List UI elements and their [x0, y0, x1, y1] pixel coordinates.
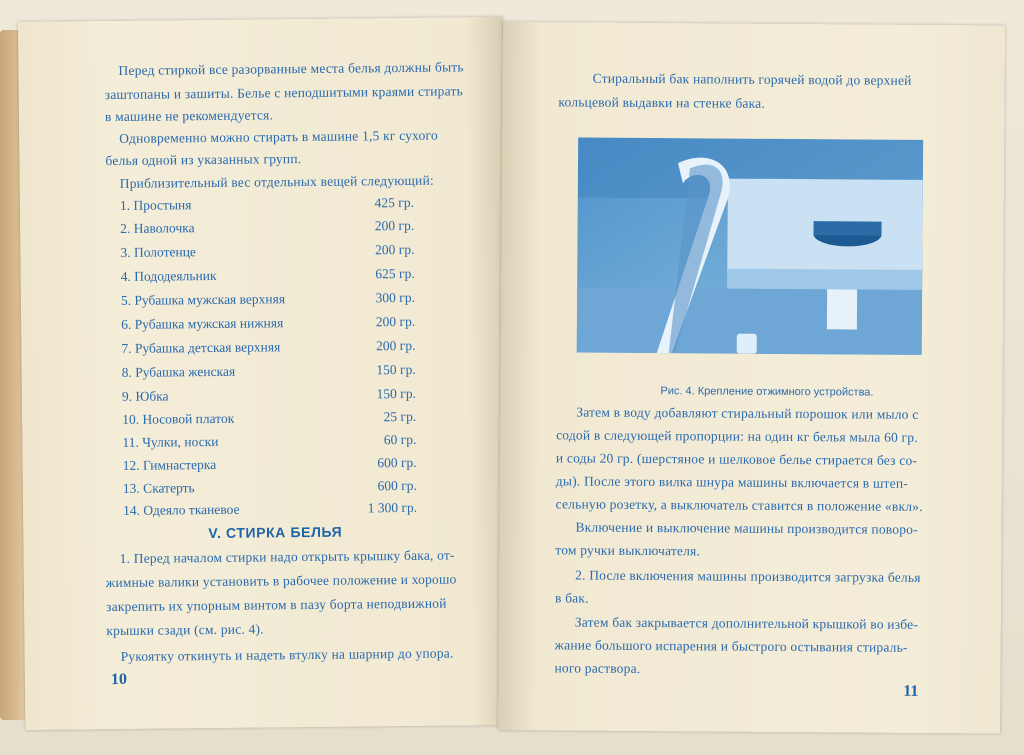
body-line: Затем бак закрывается дополнительной крышкой во избе- [574, 614, 919, 632]
list-item-weight: 1 300 гр. [367, 499, 418, 516]
section-line: крышки сзади (см. рис. 4). [106, 621, 264, 639]
body-line: ды). После этого вилка шнура машины включается в штеп- [555, 473, 909, 491]
list-item-name: 6. Рубашка мужская нижняя [121, 315, 284, 332]
body-line: том ручки выключателя. [555, 542, 701, 559]
wringer-photo-icon [577, 138, 923, 355]
list-item-name: 4. Пододеяльник [120, 267, 217, 284]
body-line: Включение и выключение машины производится поворо- [575, 519, 918, 537]
list-item-name: 14. Одеяло тканевое [123, 501, 240, 518]
section-line: 1. Перед началом стирки надо открыть крышку бака, от- [119, 547, 455, 566]
body-line: в бак. [554, 590, 589, 606]
intro-line: Одновременно можно стирать в машине 1,5 кг сухого [119, 127, 438, 146]
page-number: 10 [110, 670, 127, 689]
top-line: кольцевой выдавки на стенке бака. [558, 94, 765, 111]
body-line: жание большого испарения и быстрого остывания стираль- [554, 637, 908, 655]
list-item-weight: 200 гр. [374, 217, 415, 234]
section-line: жимные валики установить в рабочее положение и хорошо [105, 571, 457, 591]
right-page [498, 22, 1005, 733]
list-item-name: 8. Рубашка женская [121, 363, 236, 380]
section-heading: V. СТИРКА БЕЛЬЯ [208, 523, 343, 542]
body-line: и соды 20 гр. (шерстяное и шелковое белье стирается без со- [555, 450, 918, 468]
list-item-name: 12. Гимнастерка [122, 456, 217, 473]
list-item-weight: 300 гр. [375, 289, 415, 306]
list-item-weight: 150 гр. [376, 361, 416, 378]
list-item-name: 3. Полотенце [120, 244, 196, 260]
body-line: сельную розетку, а выключатель ставится в положение «вкл». [555, 496, 923, 514]
list-item-name: 7. Рубашка детская верхняя [121, 339, 281, 356]
intro-line: заштопаны и зашиты. Белье с неподшитыми краями стирать [104, 83, 463, 103]
list-item-weight: 200 гр. [376, 337, 416, 354]
list-item-weight: 600 гр. [377, 477, 417, 494]
figure-photo-wringer-mount [577, 138, 923, 355]
list-item-weight: 150 гр. [376, 385, 416, 402]
body-line: ного раствора. [554, 660, 641, 676]
list-item-weight: 200 гр. [375, 313, 416, 330]
list-item-name: 2. Наволочка [120, 220, 195, 236]
list-item-name: 5. Рубашка мужская верхняя [120, 291, 286, 308]
figure-caption: Рис. 4. Крепление отжимного устройства. [660, 385, 874, 399]
list-item-name: 13. Скатерть [122, 480, 195, 496]
list-item-weight: 200 гр. [375, 241, 415, 258]
left-page [18, 17, 510, 730]
list-item-name: 10. Носовой платок [122, 410, 235, 427]
list-item-weight: 425 гр. [374, 194, 414, 211]
list-item-weight: 625 гр. [375, 265, 415, 282]
section-line: закрепить их упорным винтом в пазу борта неподвижной [106, 595, 447, 615]
body-line: 2. После включения машины производится загрузка белья [575, 567, 921, 585]
page-number: 11 [903, 682, 919, 700]
body-line: содой в следующей пропорции: на один кг белья мыла 60 гр. [556, 427, 918, 445]
list-item-weight: 600 гр. [377, 454, 417, 471]
section-line: Рукоятку откинуть и надеть втулку на шарнир до упора. [120, 645, 454, 664]
intro-line: Приблизительный вес отдельных вещей следующий: [119, 172, 434, 191]
intro-line: белья одной из указанных групп. [105, 151, 302, 169]
body-line: Затем в воду добавляют стиральный порошок или мыло с [576, 404, 919, 422]
top-line: Стиральный бак наполнить горячей водой до верхней [592, 70, 912, 88]
list-item-name: 11. Чулки, носки [122, 433, 219, 450]
intro-line: Перед стиркой все разорванные места белья должны быть [118, 59, 464, 78]
list-item-name: 9. Юбка [121, 388, 169, 404]
intro-line: в машине не рекомендуется. [104, 107, 274, 125]
list-item-weight: 25 гр. [383, 408, 417, 425]
list-item-weight: 60 гр. [383, 431, 417, 448]
list-item-name: 1. Простыня [119, 197, 192, 213]
